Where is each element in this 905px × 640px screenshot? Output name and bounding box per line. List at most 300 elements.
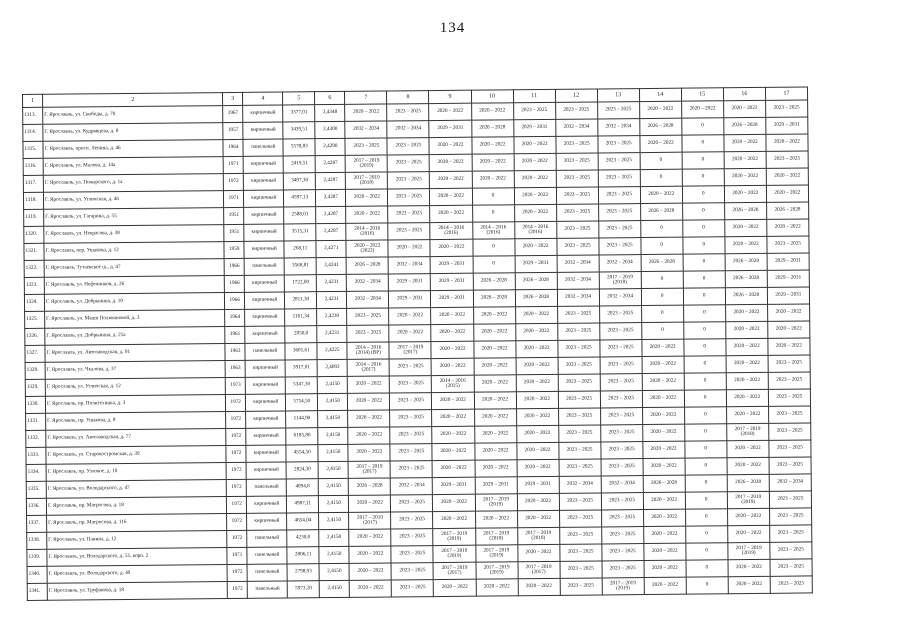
period-cell: 0 (686, 577, 728, 594)
period-cell: 2023 – 2025 (769, 491, 811, 508)
period-cell: 2023 – 2025 (770, 576, 812, 593)
period-cell: 2023 – 2025 (556, 187, 598, 204)
period-cell: 2029 – 2031 (429, 120, 471, 137)
period-cell: 0 (684, 373, 726, 390)
area-cell: 2811,30 (285, 292, 317, 309)
year-cell: 1966 (224, 258, 244, 275)
area-cell: 268,11 (284, 241, 316, 258)
period-cell: 0 (472, 188, 514, 205)
period-cell: 2023 – 2025 (598, 153, 640, 170)
period-cell: 2020 – 2022 (433, 511, 475, 528)
address-cell: Г. Ярославль, пр. Политехника, д. 3 (45, 395, 225, 414)
period-cell: 2023 – 2025 (601, 544, 643, 561)
address-cell: Г. Ярославль, ул. Некрасова, д. 38 (44, 225, 224, 244)
period-cell: 2023 – 2025 (598, 136, 640, 153)
period-cell: 2023 – 2025 (390, 393, 432, 410)
wall-material-cell: кирпичный (245, 360, 285, 377)
period-cell: 2020 – 2022 (517, 459, 559, 476)
address-cell: Г. Ярославль, ул. Володарского, д. 49 (47, 565, 227, 584)
period-cell: 0 (685, 475, 727, 492)
period-cell: 2020 – 2022 (726, 355, 768, 372)
wall-material-cell: кирпичный (246, 428, 286, 445)
wall-material-cell: панельный (247, 564, 287, 581)
row-index: 1318. (23, 192, 43, 209)
row-index: 1330. (25, 396, 45, 413)
row-index: 1314. (23, 124, 43, 141)
period-cell: 2020 – 2022 (766, 185, 808, 202)
period-cell: 2020 – 2022 (515, 306, 557, 323)
period-cell: 2020 – 2022 (639, 101, 681, 118)
row-index: 1328. (25, 362, 45, 379)
period-cell: 2026 – 2028 (766, 202, 808, 219)
period-cell: 2026 – 2028 (346, 257, 388, 274)
period-cell: 2023 – 2025 (387, 104, 429, 121)
period-cell: 2023 – 2025 (556, 221, 598, 238)
period-cell: 2020 – 2022 (640, 135, 682, 152)
period-cell: 2020 – 2022 (517, 544, 559, 561)
row-index: 1334. (26, 464, 46, 481)
period-cell: 2023 – 2025 (601, 510, 643, 527)
period-cell: 2029 – 2031 (431, 256, 473, 273)
wall-material-cell: панельный (247, 547, 287, 564)
period-cell: 2023 – 2025 (557, 238, 599, 255)
period-cell: 2023 – 2025 (558, 391, 600, 408)
period-cell: 2023 – 2025 (600, 425, 642, 442)
period-cell: 2014 – 2016 (2016) (430, 222, 472, 239)
period-cell: 2026 – 2028 (473, 273, 515, 290)
period-cell: 2029 – 2031 (767, 270, 809, 287)
period-cell: 2020 – 2022 (345, 104, 387, 121)
period-cell: 2020 – 2022 (516, 425, 558, 442)
address-cell: Г. Ярославль, пр. Узловое, д. 10 (46, 463, 226, 482)
period-cell: 0 (685, 526, 727, 543)
period-cell: 2020 – 2022 (726, 389, 768, 406)
period-cell: 2023 – 2025 (556, 170, 598, 187)
area-cell: 4094,8 (287, 479, 319, 496)
period-cell: 2020 – 2022 (725, 236, 767, 253)
period-cell: 2020 – 2022 (513, 136, 555, 153)
wall-material-cell: кирпичный (244, 224, 284, 241)
area-cell: 2050,0 (285, 326, 317, 343)
period-cell: 2023 – 2025 (770, 525, 812, 542)
period-cell: 2023 – 2025 (556, 153, 598, 170)
address-cell: Г. Ярославль, ул. Угличская, д. 46 (43, 191, 223, 210)
period-cell: 2020 – 2022 (768, 321, 810, 338)
row-index: 1333. (26, 447, 46, 464)
address-cell: Г. Ярославль, ул. Нефтяников, д. 26 (44, 276, 224, 295)
period-cell: 2023 – 2025 (391, 546, 433, 563)
period-cell: 2017 – 2019 (2019) (433, 528, 475, 545)
row-index: 1338. (27, 532, 47, 549)
period-cell: 2029 – 2031 (389, 291, 431, 308)
period-cell: 2023 – 2025 (600, 374, 642, 391)
year-cell: 1972 (226, 462, 246, 479)
row-index: 1321. (24, 243, 44, 260)
period-cell: 0 (640, 220, 682, 237)
period-cell: 0 (684, 339, 726, 356)
period-cell: 2023 – 2025 (388, 189, 430, 206)
column-number: 5 (283, 92, 315, 105)
period-cell: 2029 – 2031 (431, 290, 473, 307)
row-index: 1319. (24, 209, 44, 226)
period-cell: 2020 – 2022 (346, 189, 388, 206)
row-index: 1317. (23, 175, 43, 192)
column-number: 2 (43, 93, 223, 108)
column-number: 14 (639, 88, 681, 101)
index-cell: 2,4092 (317, 359, 347, 376)
period-cell: 2023 – 2025 (392, 580, 434, 597)
period-cell: 2026 – 2028 (639, 118, 681, 135)
year-cell: 1972 (227, 581, 247, 598)
wall-material-cell: кирпичный (247, 496, 287, 513)
period-cell: 2017 – 2019 (2018) (599, 272, 641, 289)
period-cell: 2020 – 2022 (472, 171, 514, 188)
period-cell: 2029 – 2031 (766, 117, 808, 134)
period-cell: 2029 – 2031 (767, 253, 809, 270)
period-cell: 2029 – 2031 (767, 287, 809, 304)
address-cell: Г. Ярославль, просп. Ленина, д. 46 (43, 140, 223, 159)
period-cell: 2023 – 2025 (388, 172, 430, 189)
period-cell: 2032 – 2034 (347, 274, 389, 291)
period-cell: 2020 – 2022 (346, 206, 388, 223)
period-cell: 2026 – 2028 (471, 120, 513, 137)
row-index: 1337. (27, 515, 47, 532)
period-cell: 2029 – 2031 (431, 273, 473, 290)
period-cell: 2023 – 2025 (391, 512, 433, 529)
period-cell: 2020 – 2022 (475, 511, 517, 528)
period-cell: 0 (682, 203, 724, 220)
period-cell: 2020 – 2022 (430, 171, 472, 188)
period-cell: 2029 – 2031 (433, 477, 475, 494)
period-cell: 2023 – 2025 (559, 544, 601, 561)
area-cell: 4230,0 (287, 530, 319, 547)
period-cell: 2014 – 2016 (2016) (514, 221, 556, 238)
period-cell: 2020 – 2022 (724, 168, 766, 185)
period-cell: 2020 – 2022 (350, 580, 392, 597)
area-cell: 4654,04 (287, 513, 319, 530)
period-cell: 2023 – 2025 (391, 495, 433, 512)
year-cell: 1973 (225, 377, 245, 394)
period-cell: 2023 – 2025 (600, 357, 642, 374)
period-cell: 0 (684, 356, 726, 373)
period-cell: 2020 – 2022 (2022) (346, 240, 388, 257)
period-cell: 2023 – 2025 (388, 155, 430, 172)
index-cell: 2,4287 (316, 223, 346, 240)
row-index: 1335. (26, 481, 46, 498)
period-cell: 2020 – 2022 (723, 100, 765, 117)
wall-material-cell: кирпичный (245, 309, 285, 326)
wall-material-cell: кирпичный (243, 156, 283, 173)
period-cell: 2020 – 2022 (767, 219, 809, 236)
column-number: 13 (597, 89, 639, 102)
period-cell: 2023 – 2025 (600, 391, 642, 408)
column-number: 17 (765, 87, 807, 100)
address-cell: Г. Ярославль, ул. Кудрявцева, д. 8 (43, 123, 223, 142)
period-cell: 2032 – 2034 (601, 476, 643, 493)
period-cell: 2023 – 2025 (557, 340, 599, 357)
period-cell: 2020 – 2022 (432, 426, 474, 443)
year-cell: 1972 (227, 513, 247, 530)
wall-material-cell: кирпичный (245, 292, 285, 309)
period-cell: 2023 – 2025 (390, 427, 432, 444)
period-cell: 2020 – 2022 (430, 205, 472, 222)
period-cell: 0 (683, 237, 725, 254)
year-cell: 1971 (227, 547, 247, 564)
period-cell: 2023 – 2025 (560, 561, 602, 578)
period-cell: 2017 – 2019 (2018) (517, 527, 559, 544)
period-cell: 2032 – 2034 (387, 121, 429, 138)
column-number: 6 (315, 91, 345, 104)
row-index: 1331. (26, 413, 46, 430)
period-cell: 2023 – 2025 (347, 308, 389, 325)
index-cell: 2,4287 (316, 206, 346, 223)
wall-material-cell: кирпичный (246, 445, 286, 462)
period-cell: 2023 – 2025 (601, 459, 643, 476)
period-cell: 2020 – 2022 (348, 393, 390, 410)
period-cell: 0 (683, 254, 725, 271)
area-cell: 3568,81 (284, 258, 316, 275)
index-cell: 2,4290 (315, 138, 345, 155)
column-number: 1 (23, 94, 43, 107)
wall-material-cell: кирпичный (244, 207, 284, 224)
period-cell: 2020 – 2022 (348, 427, 390, 444)
period-cell: 0 (641, 288, 683, 305)
area-cell: 6185,80 (286, 428, 318, 445)
period-cell: 2023 – 2025 (768, 372, 810, 389)
address-cell: Г. Ярославль, ул. Гагарина, д. 55 (44, 208, 224, 227)
column-number: 16 (723, 87, 765, 100)
area-cell: 2588,01 (284, 207, 316, 224)
area-cell: 5973,20 (287, 581, 319, 598)
address-cell: Г. Ярославль, ул. Автозаводская, д. 91 (45, 344, 225, 363)
period-cell: 2020 – 2022 (515, 323, 557, 340)
wall-material-cell: кирпичный (245, 326, 285, 343)
period-cell: 0 (683, 271, 725, 288)
period-cell: 2020 – 2022 (474, 392, 516, 409)
period-cell: 2020 – 2022 (726, 406, 768, 423)
area-cell: 5347,30 (286, 377, 318, 394)
period-cell: 2017 – 2019 (2018) (475, 528, 517, 545)
period-cell: 2020 – 2022 (431, 307, 473, 324)
period-cell: 2023 – 2025 (558, 408, 600, 425)
wall-material-cell: кирпичный (247, 513, 287, 530)
index-cell: 2,4150 (319, 478, 349, 495)
year-cell: 1966 (224, 275, 244, 292)
index-cell: 2,4150 (320, 580, 350, 597)
wall-material-cell: панельный (244, 258, 284, 275)
period-cell: 2020 – 2022 (388, 240, 430, 257)
wall-material-cell: кирпичный (244, 190, 284, 207)
period-cell: 2032 – 2034 (597, 119, 639, 136)
period-cell: 2020 – 2022 (516, 408, 558, 425)
year-cell: 1951 (224, 207, 244, 224)
area-cell: 4597,13 (284, 190, 316, 207)
index-cell: 2,4150 (318, 410, 348, 427)
period-cell: 2023 – 2025 (560, 578, 602, 595)
period-cell: 2017 – 2019 (2019) (345, 155, 387, 172)
period-cell: 2017 – 2019 (2019) (476, 562, 518, 579)
document-sheet (22, 86, 813, 601)
period-cell: 2023 – 2025 (557, 306, 599, 323)
period-cell: 2026 – 2028 (640, 203, 682, 220)
period-cell: 2020 – 2022 (517, 510, 559, 527)
row-index: 1325. (25, 311, 45, 328)
index-cell: 2,4150 (318, 376, 348, 393)
period-cell: 2023 – 2025 (557, 323, 599, 340)
period-cell: 2020 – 2022 (434, 579, 476, 596)
period-cell: 2020 – 2022 (515, 340, 557, 357)
period-cell: 2020 – 2022 (727, 457, 769, 474)
row-index: 1313. (23, 107, 43, 124)
period-cell: 2020 – 2022 (642, 356, 684, 373)
period-cell: 2023 – 2025 (599, 306, 641, 323)
period-cell: 2020 – 2022 (643, 509, 685, 526)
row-index: 1332. (26, 430, 46, 447)
area-cell: 1144,90 (286, 411, 318, 428)
period-cell: 2023 – 2025 (388, 206, 430, 223)
period-cell: 2020 – 2022 (725, 321, 767, 338)
column-number: 12 (555, 89, 597, 102)
period-cell: 2023 – 2025 (602, 561, 644, 578)
period-cell: 2020 – 2022 (724, 185, 766, 202)
address-cell: Г. Ярославль, ул. Угличская, д. 12 (45, 378, 225, 397)
year-cell: 1967 (223, 105, 243, 122)
period-cell: 2026 – 2028 (724, 202, 766, 219)
area-cell: 3917,01 (285, 360, 317, 377)
index-cell: 2,4241 (316, 257, 346, 274)
area-cell: 3377,01 (283, 105, 315, 122)
row-index: 1340. (27, 566, 47, 583)
year-cell: 1963 (225, 360, 245, 377)
period-cell: 2020 – 2022 (473, 341, 515, 358)
column-number: 3 (223, 92, 243, 105)
period-cell: 2032 – 2034 (557, 272, 599, 289)
period-cell: 2020 – 2022 (643, 492, 685, 509)
period-cell: 2020 – 2022 (767, 304, 809, 321)
year-cell: 1964 (225, 309, 245, 326)
period-cell: 2020 – 2022 (474, 426, 516, 443)
period-cell: 2020 – 2022 (643, 458, 685, 475)
period-cell: 2023 – 2025 (556, 136, 598, 153)
year-cell: 1972 (224, 173, 244, 190)
year-cell: 1972 (227, 564, 247, 581)
period-cell: 2026 – 2028 (725, 253, 767, 270)
period-cell: 0 (682, 152, 724, 169)
row-index: 1324. (24, 294, 44, 311)
period-cell: 0 (683, 305, 725, 322)
period-cell: 2029 – 2031 (517, 476, 559, 493)
period-cell: 0 (641, 322, 683, 339)
period-cell: 2020 – 2022 (724, 151, 766, 168)
period-cell: 2020 – 2022 (514, 204, 556, 221)
period-cell: 2020 – 2022 (727, 508, 769, 525)
period-cell: 2020 – 2022 (642, 424, 684, 441)
year-cell: 1972 (226, 445, 246, 462)
period-cell: 2020 – 2022 (514, 153, 556, 170)
period-cell: 2020 – 2022 (431, 341, 473, 358)
period-cell: 0 (686, 560, 728, 577)
index-cell: 2,4287 (316, 189, 346, 206)
address-cell: Г. Ярославль, пр. Матросова, д. 18 (46, 497, 226, 516)
year-cell: 1971 (223, 156, 243, 173)
year-cell: 1972 (227, 496, 247, 513)
period-cell: 2023 – 2025 (598, 221, 640, 238)
period-cell: 2020 – 2022 (349, 546, 391, 563)
area-cell: 2419,51 (283, 156, 315, 173)
address-cell: Г. Ярославль, ул. Малова, д. 14а (43, 157, 223, 176)
index-cell: 2,4225 (317, 342, 347, 359)
period-cell: 2023 – 2025 (558, 357, 600, 374)
period-cell: 2023 – 2025 (559, 510, 601, 527)
period-cell: 2020 – 2022 (768, 338, 810, 355)
period-cell: 2020 – 2022 (518, 578, 560, 595)
period-cell: 2023 – 2025 (347, 325, 389, 342)
period-cell: 2023 – 2025 (600, 408, 642, 425)
address-cell: Г. Ярославль, ул. Маши Поливановой, д. 3 (45, 310, 225, 329)
period-cell: 0 (685, 458, 727, 475)
period-cell: 2017 – 2019 (2017) (349, 512, 391, 529)
period-cell: 2020 – 2022 (514, 170, 556, 187)
period-cell: 2032 – 2034 (599, 289, 641, 306)
period-cell: 2026 – 2028 (349, 478, 391, 495)
area-cell: 4987,11 (287, 496, 319, 513)
area-cell: 2824,30 (286, 462, 318, 479)
index-cell: 2,4348 (315, 104, 345, 121)
wall-material-cell: панельный (243, 139, 283, 156)
period-cell: 2023 – 2025 (559, 527, 601, 544)
index-cell: 2,4150 (319, 512, 349, 529)
year-cell: 1972 (226, 479, 246, 496)
year-cell: 1971 (224, 190, 244, 207)
period-cell: 2020 – 2022 (725, 304, 767, 321)
period-cell: 2020 – 2022 (473, 324, 515, 341)
index-cell: 2,4287 (316, 172, 346, 189)
page-number: 134 (439, 20, 466, 36)
period-cell: 0 (682, 169, 724, 186)
index-cell: 2,4150 (319, 529, 349, 546)
period-cell: 2023 – 2025 (597, 102, 639, 119)
period-cell: 2026 – 2028 (643, 475, 685, 492)
index-cell: 2,4150 (319, 546, 349, 563)
period-cell: 2023 – 2025 (770, 559, 812, 576)
period-cell: 2017 – 2019 (2018) (346, 172, 388, 189)
index-cell: 2,4150 (319, 563, 349, 580)
wall-material-cell: панельный (245, 343, 285, 360)
index-cell: 2,4231 (317, 291, 347, 308)
period-cell: 2023 – 2025 (769, 508, 811, 525)
index-cell: 2,4150 (318, 427, 348, 444)
period-cell: 2023 – 2025 (555, 102, 597, 119)
area-cell: 3515,31 (284, 224, 316, 241)
index-cell: 2,4300 (315, 121, 345, 138)
period-cell: 2023 – 2025 (390, 444, 432, 461)
period-cell: 2032 – 2034 (345, 121, 387, 138)
period-cell: 2020 – 2022 (726, 338, 768, 355)
period-cell: 2020 – 2022 (431, 324, 473, 341)
period-cell: 2020 – 2022 (432, 358, 474, 375)
index-cell: 2,4230 (317, 308, 347, 325)
period-cell: 2023 – 2025 (513, 102, 555, 119)
period-cell: 2032 – 2034 (555, 119, 597, 136)
period-cell: 0 (684, 424, 726, 441)
address-cell: Г. Ярославль, ул. Володарского, д. 47 (46, 480, 226, 499)
year-cell: 1966 (225, 292, 245, 309)
row-index: 1339. (27, 549, 47, 566)
period-cell: 2023 – 2025 (768, 406, 810, 423)
period-cell: 2023 – 2025 (770, 542, 812, 559)
address-cell: Г. Ярославль, ул. Добрынина, д. 10 (44, 293, 224, 312)
period-cell: 2020 – 2022 (516, 391, 558, 408)
